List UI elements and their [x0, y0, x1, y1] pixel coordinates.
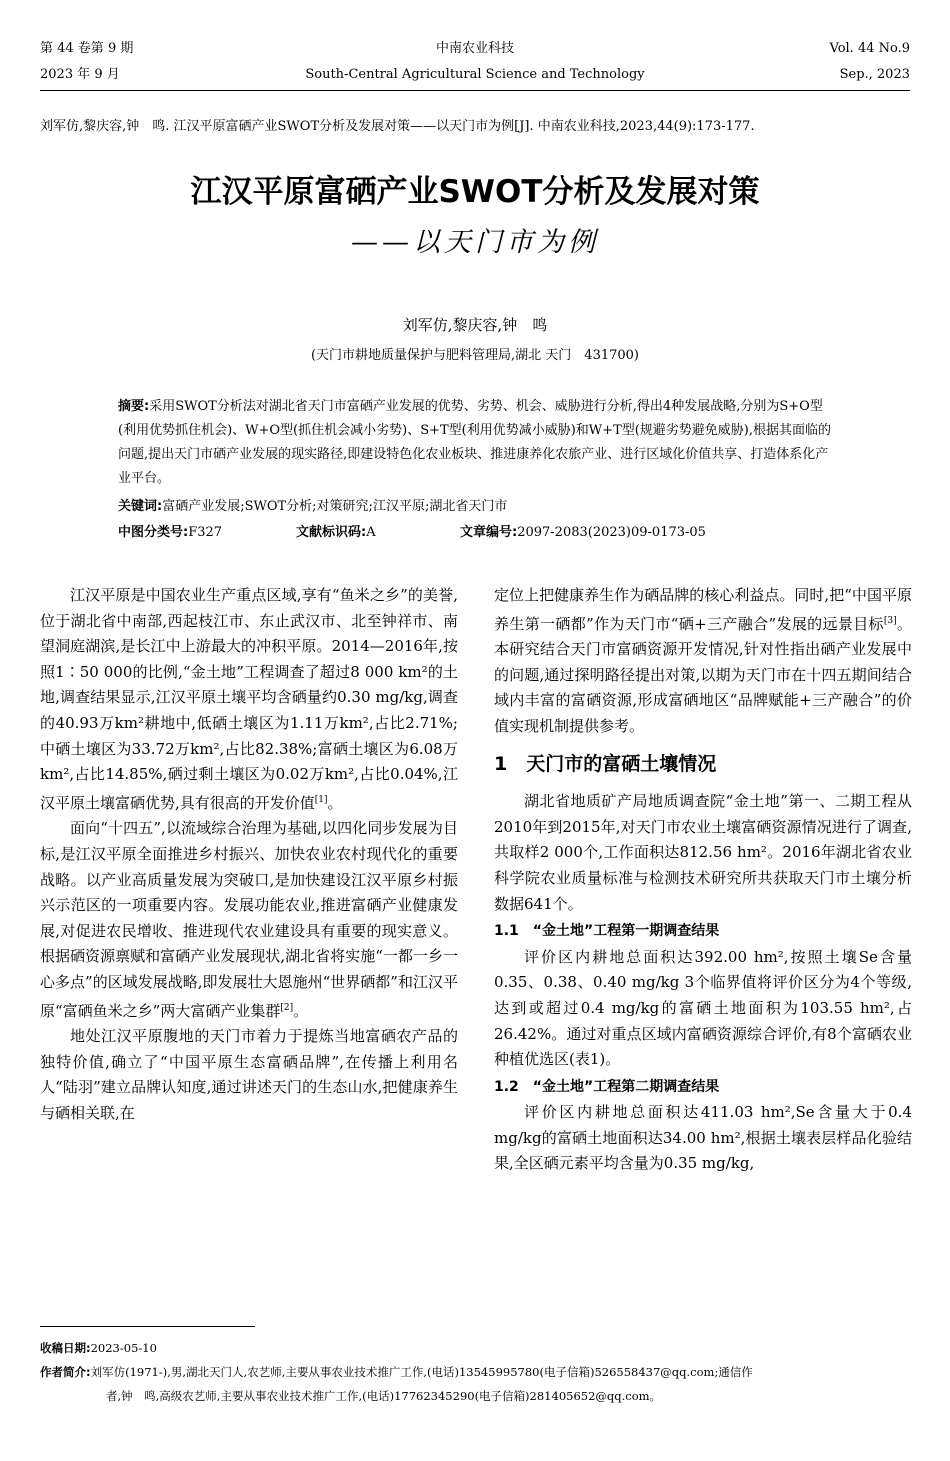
journal-name-cn: 中南农业科技	[435, 41, 514, 56]
paragraph: 评价区内耕地总面积达411.03 hm²,Se含量大于0.4 mg/kg的富硒土地面积达34.00 hm²,根据土壤表层样品化验结果,全区硒元素平均含量为0.35 mg/kg,	[494, 1103, 912, 1173]
received-date	[40, 1338, 910, 1359]
section-heading: 1 天门市的富硒土壤情况	[494, 752, 717, 775]
clc-label: 中图分类号:	[118, 525, 189, 540]
clc-value: F327	[188, 525, 223, 540]
volume-issue-en: Vol. 44 No.9	[829, 41, 910, 56]
paragraph: 地处江汉平原腹地的天门市着力于提炼当地富硒农产品的独特价值,确立了“中国平原生态富硒品牌”,在传播上利用名人“陆羽”建立品牌认知度,通过讲述天门的生态山水,把健康养生与硒相关联,在	[40, 1027, 458, 1122]
affiliation: (天门市耕地质量保护与肥料管理局,湖北 天门 431700)	[310, 348, 640, 363]
journal-name-en: South-Central Agricultural Science and Technology	[305, 67, 645, 82]
page-title: 江汉平原富硒产业SWOT分析及发展对策	[190, 174, 760, 210]
paragraph: 面向“十四五”,以流域综合治理为基础,以四化同步发展为目标,是江汉平原全面推进乡村振兴、加快农业农村现代化的重要战略。以产业高质量发展为突破口,是加快建设江汉平原乡村振兴示范区的一项重要内容。发展功能农业,推进富硒产业健康发展,对促进农民增收、推进现代农业建设具有重要的现实意义。根据硒资源禀赋和富硒产业发展现状,湖北省将实施“一都一乡一心多点”的区域发展战略,即发展壮大恩施州“世界硒都”和江汉平原“富硒鱼米之乡”两大富硒产业集群[2]。	[40, 819, 458, 1020]
keywords	[118, 495, 834, 519]
article-number-label: 文章编号:	[460, 525, 518, 540]
paragraph: 定位上把健康养生作为硒品牌的核心利益点。同时,把“中国平原养生第一硒都”作为天门市“硒+三产融合”发展的远景目标[3]。本研究结合天门市富硒资源开发情况,针对性指出硒产业发展中的问题,通过探明路径提出对策,以期为天门市在十四五期间结合域内丰富的富硒资源,形成富硒地区“品牌赋能+三产融合”的价值实现机制提供参考。	[494, 586, 912, 735]
paragraph: 湖北省地质矿产局地质调查院“金土地”第一、二期工程从2010年到2015年,对天门市农业土壤富硒资源情况进行了调查,共取样2 000个,工作面积达812.56 hm²。2016年湖北省农业科学院农业质量标准与检测技术研究所共获取天门市土壤分析数据641个。	[494, 792, 912, 913]
reference-marker: [3]	[883, 615, 897, 626]
right-column	[494, 583, 912, 1177]
author-bio-line1: 刘军仿(1971-),男,湖北天门人,农艺师,主要从事农业技术推广工作,(电话)13545995780(电子信箱)526558437@qq.com;通信作	[90, 1365, 753, 1379]
citation: 刘军仿,黎庆容,钟 鸣. 江汉平原富硒产业SWOT分析及发展对策——以天门市为例[J]. 中南农业科技,2023,44(9):173-177.	[40, 119, 755, 134]
subsection-heading: 1.1 “金土地”工程第一期调查结果	[494, 923, 720, 940]
author-bio	[40, 1362, 910, 1383]
article-number-value: 2097-2083(2023)09-0173-05	[517, 525, 706, 540]
publish-date: 2023 年 9 月	[40, 67, 120, 82]
publish-date-en: Sep., 2023	[839, 67, 910, 82]
author-bio-label: 作者简介:	[40, 1365, 91, 1379]
subsection-heading: 1.2 “金土地”工程第二期调查结果	[494, 1078, 720, 1095]
reference-marker: [1]	[314, 794, 328, 805]
received-value: 2023-05-10	[90, 1341, 157, 1355]
doc-code-label: 文献标识码:	[296, 525, 367, 540]
abstract	[118, 395, 834, 491]
header-rule	[40, 90, 910, 91]
page-subtitle: ——以天门市为例	[351, 227, 599, 258]
paragraph: 评价区内耕地总面积达392.00 hm²,按照土壤Se含量0.35、0.38、0.40 mg/kg 3个临界值将评价区分为4个等级,达到或超过0.4 mg/kg的富硒土地面积为103.55 hm²,占26.42%。通过对重点区域内富硒资源综合评价,有8个富硒农业种植优选区(表1)。	[494, 947, 912, 1069]
keywords-text: 富硒产业发展;SWOT分析;对策研究;江汉平原;湖北省天门市	[162, 499, 508, 514]
classification-row	[118, 521, 834, 545]
left-column	[40, 583, 458, 1126]
doc-code-value: A	[366, 525, 376, 540]
abstract-text: 采用SWOT分析法对湖北省天门市富硒产业发展的优势、劣势、机会、威胁进行分析,得出4种发展战略,分别为S+O型(利用优势抓住机会)、W+O型(抓住机会减小劣势)、S+T型(利用优势减小威胁)和W+T型(规避劣势避免威胁),根据其面临的问题,提出天门市硒产业发展的现实路径,即建设特色化农业板块、推进康养化农旅产业、进行区域化价值共享、打造体系化产业平台。	[118, 399, 832, 486]
authors: 刘军仿,黎庆容,钟 鸣	[402, 316, 548, 334]
received-label: 收稿日期:	[40, 1341, 91, 1355]
keywords-label: 关键词:	[118, 499, 163, 514]
volume-issue: 第 44 卷第 9 期	[40, 41, 134, 56]
author-bio-continued: 者,钟 鸣,高级农艺师,主要从事农业技术推广工作,(电话)17762345290(电子信箱)281405652@qq.com。	[106, 1389, 662, 1403]
reference-marker: [2]	[280, 1002, 294, 1013]
footnote-rule	[40, 1326, 255, 1327]
paragraph: 江汉平原是中国农业生产重点区域,享有“鱼米之乡”的美誉,位于湖北省中南部,西起枝江市、东止武汉市、北至钟祥市、南望洞庭湖滨,是长江中上游最大的冲积平原。2014—2016年,按照1∶50 000的比例,“金土地”工程调查了超过8 000 km²的土地,调查结果显示,江汉平原土壤平均含硒量约0.30 mg/kg,调查的40.93万km²耕地中,低硒土壤区为1.11万km²,占比2.71%;中硒土壤区为33.72万km²,占比82.38%;富硒土壤区为6.08万km²,占比14.85%,硒过剩土壤区为0.02万km²,占比0.04%,江汉平原土壤富硒优势,具有很高的开发价值[1]。	[40, 586, 458, 812]
abstract-label: 摘要:	[118, 399, 150, 414]
